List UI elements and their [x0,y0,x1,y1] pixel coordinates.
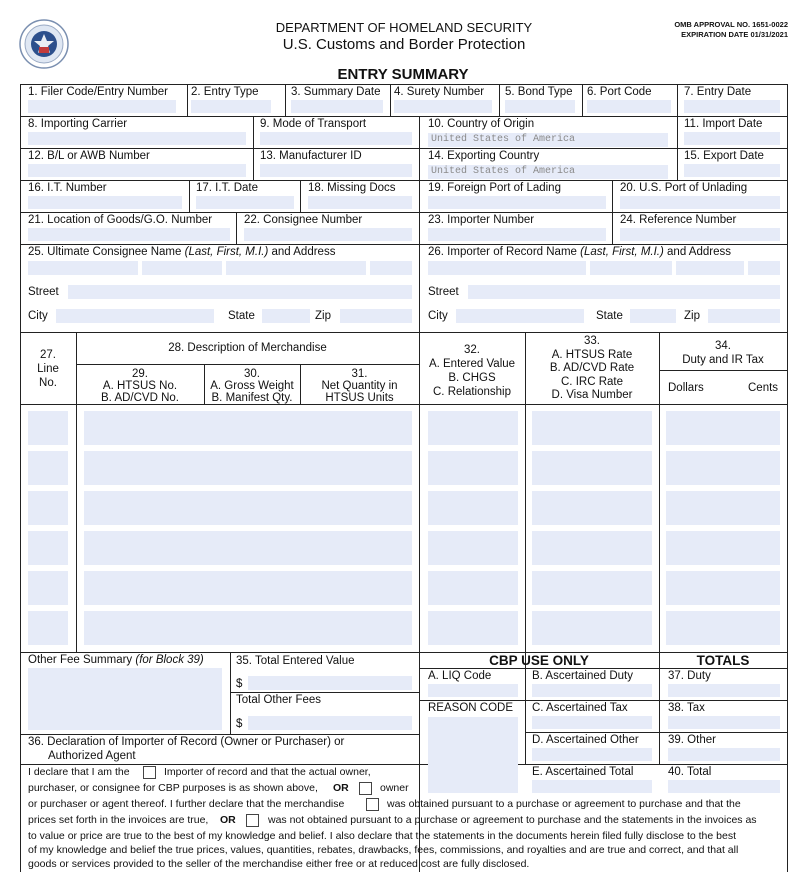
import-date-input[interactable] [684,132,780,145]
missing-docs-label: 18. Missing Docs [308,182,396,194]
bl-awb-input[interactable] [28,164,246,177]
consignee-zip-input[interactable] [340,309,412,323]
owner-checkbox[interactable] [359,782,372,795]
importer-zip-input[interactable] [708,309,780,323]
obtained-purchase-checkbox[interactable] [366,798,379,811]
line-no-input[interactable] [28,571,68,605]
col-28-header: 28. Description of Merchandise [168,342,327,354]
importer-of-record-label: 26. Importer of Record Name (Last, First, M.I.) and Address [428,246,731,258]
location-goods-input[interactable] [28,228,230,241]
port-code-label: 6. Port Code [587,86,652,98]
consignee-street-label: Street [28,286,59,298]
dollar-sign: $ [236,678,243,690]
liq-code-label: A. LIQ Code [428,670,492,682]
it-number-label: 16. I.T. Number [28,182,107,194]
declaration-line: Importer of record and that the actual owner, [164,766,371,778]
export-date-input[interactable] [684,164,780,177]
entered-value-input[interactable] [428,611,518,645]
entry-type-label: 2. Entry Type [191,86,259,98]
location-goods-label: 21. Location of Goods/G.O. Number [28,214,213,226]
consignee-extra-input[interactable] [370,261,412,275]
grand-total-label: 40. Total [668,766,712,778]
entered-value-input[interactable] [428,491,518,525]
importer-of-record-checkbox[interactable] [143,766,156,779]
duty-tax-input[interactable] [666,451,780,485]
ascertained-total-input[interactable] [532,780,652,793]
entry-type-input[interactable] [191,100,271,113]
summary-date-input[interactable] [291,100,383,113]
duty-tax-input[interactable] [666,571,780,605]
htsus-rate-input[interactable] [532,571,652,605]
col-29-header: 29. A. HTSUS No. B. AD/CVD No. [101,368,179,404]
importer-city-label: City [428,310,448,322]
it-date-input[interactable] [196,196,294,209]
filer-code-input[interactable] [28,100,176,113]
manufacturer-id-input[interactable] [260,164,412,177]
export-date-label: 15. Export Date [684,150,764,162]
agency-name: U.S. Customs and Border Protection [282,36,526,53]
description-input[interactable] [84,451,412,485]
duty-tax-input[interactable] [666,411,780,445]
or-label: OR [220,814,236,826]
declaration-line: prices set forth in the invoices are true, [28,814,209,826]
ultimate-consignee-label: 25. Ultimate Consignee Name (Last, First, M.I.) and Address [28,246,336,258]
consignee-city-label: City [28,310,48,322]
department-name: DEPARTMENT OF HOMELAND SECURITY [275,20,533,35]
importer-extra-input[interactable] [748,261,780,275]
mode-of-transport-label: 9. Mode of Transport [260,118,367,130]
cbp-use-only-heading: CBP USE ONLY [489,653,589,668]
foreign-port-input[interactable] [428,196,606,209]
htsus-rate-input[interactable] [532,611,652,645]
not-obtained-purchase-checkbox[interactable] [246,814,259,827]
description-input[interactable] [84,531,412,565]
reason-code-label: REASON CODE [428,702,513,714]
htsus-rate-input[interactable] [532,491,652,525]
description-input[interactable] [84,611,412,645]
entered-value-input[interactable] [428,411,518,445]
line-no-input[interactable] [28,411,68,445]
other-fee-summary-label: Other Fee Summary (for Block 39) [28,654,204,666]
us-port-input[interactable] [620,196,780,209]
importer-number-label: 23. Importer Number [428,214,535,226]
duty-tax-input[interactable] [666,611,780,645]
reference-number-input[interactable] [620,228,780,241]
ascertained-tax-label: C. Ascertained Tax [532,702,628,714]
col-31-header: 31. Net Quantity in HTSUS Units [321,368,398,404]
consignee-number-input[interactable] [244,228,412,241]
entry-date-label: 7. Entry Date [684,86,752,98]
description-input[interactable] [84,491,412,525]
ascertained-other-input[interactable] [532,748,652,761]
country-of-origin-input[interactable]: United States of America [428,133,668,147]
duty-total-input[interactable] [668,684,780,697]
importer-last-name-input[interactable] [428,261,586,275]
grand-total-input[interactable] [668,780,780,793]
import-date-label: 11. Import Date [684,118,763,130]
htsus-rate-input[interactable] [532,531,652,565]
col-30-header: 30. A. Gross Weight B. Manifest Qty. [210,368,294,404]
importer-zip-label: Zip [684,310,700,322]
omb-info [674,20,788,40]
importing-carrier-input[interactable] [28,132,246,145]
importer-state-input[interactable] [630,309,676,323]
consignee-mi-input[interactable] [226,261,366,275]
htsus-rate-input[interactable] [532,411,652,445]
importer-street-input[interactable] [468,285,780,299]
importer-mi-input[interactable] [676,261,744,275]
declaration-line: goods or services provided to the seller of the merchandise either free or at reduced cost are fully disclosed. [28,858,530,870]
duty-tax-input[interactable] [666,531,780,565]
ascertained-tax-input[interactable] [532,716,652,729]
surety-number-label: 4. Surety Number [394,86,485,98]
declaration-line: to value or price are true to the best of my knowledge and belief. I also declare that the statements in the documents herein filed fully disclose to the best [28,830,736,842]
bond-type-label: 5. Bond Type [505,86,573,98]
country-of-origin-label: 10. Country of Origin [428,118,535,130]
manufacturer-id-label: 13. Manufacturer ID [260,150,362,162]
line-no-input[interactable] [28,451,68,485]
mode-of-transport-input[interactable] [260,132,412,145]
total-other-fees-label: Total Other Fees [236,694,322,706]
duty-tax-input[interactable] [666,491,780,525]
or-label: OR [333,782,349,794]
reason-code-input[interactable] [428,717,518,793]
reference-number-label: 24. Reference Number [620,214,737,226]
consignee-last-name-input[interactable] [28,261,138,275]
importer-first-name-input[interactable] [590,261,672,275]
ascertained-total-label: E. Ascertained Total [532,766,634,778]
declaration-line: I declare that I am the [28,766,130,778]
summary-date-label: 3. Summary Date [291,86,381,98]
description-input[interactable] [84,411,412,445]
other-total-label: 39. Other [668,734,716,746]
tax-total-input[interactable] [668,716,780,729]
ascertained-duty-label: B. Ascertained Duty [532,670,633,682]
cents-label: Cents [748,382,779,394]
consignee-zip-label: Zip [315,310,331,322]
port-code-input[interactable] [587,100,671,113]
line-no-input[interactable] [28,611,68,645]
form-title: ENTRY SUMMARY [337,66,469,83]
declaration-line: owner [380,782,409,794]
consignee-state-label: State [228,310,255,322]
duty-total-label: 37. Duty [668,670,711,682]
bl-awb-label: 12. B/L or AWB Number [28,150,150,162]
importer-number-input[interactable] [428,228,606,241]
ascertained-duty-input[interactable] [532,684,652,697]
totals-heading: TOTALS [696,653,750,668]
dollar-sign: $ [236,718,243,730]
description-input[interactable] [84,571,412,605]
consignee-number-label: 22. Consignee Number [244,214,363,226]
expiration-date: EXPIRATION DATE 01/31/2021 [681,30,788,39]
col-33-header: 33. A. HTSUS Rate B. AD/CVD Rate C. IRC Rate D. Visa Number [549,335,635,401]
it-number-input[interactable] [28,196,182,209]
col-27-header: 27. Line No. [37,349,59,389]
ascertained-other-label: D. Ascertained Other [532,734,639,746]
col-34-header: 34. Duty and IR Tax [682,340,764,366]
htsus-rate-input[interactable] [532,451,652,485]
omb-approval: OMB APPROVAL NO. 1651-0022 [674,20,788,29]
total-entered-value-input[interactable] [248,676,412,690]
declaration-line: was obtained pursuant to a purchase or agreement to purchase and that the [387,798,741,810]
liq-code-input[interactable] [428,684,518,697]
consignee-first-name-input[interactable] [142,261,222,275]
declaration-heading: 36. Declaration of Importer of Record (Owner or Purchaser) or [28,736,345,748]
missing-docs-input[interactable] [308,196,412,209]
consignee-city-input[interactable] [56,309,214,323]
total-other-fees-input[interactable] [248,716,412,730]
entry-date-input[interactable] [684,100,780,113]
entered-value-input[interactable] [428,451,518,485]
importer-city-input[interactable] [456,309,584,323]
importing-carrier-label: 8. Importing Carrier [28,118,128,130]
declaration-line: of my knowledge and belief the true prices, values, quantities, rebates, drawbacks, fees, commissions, and royalties and are true and correct, and that all [28,844,739,856]
surety-number-input[interactable] [394,100,492,113]
tax-total-label: 38. Tax [668,702,705,714]
other-total-input[interactable] [668,748,780,761]
total-entered-value-label: 35. Total Entered Value [236,655,355,667]
consignee-street-input[interactable] [68,285,412,299]
declaration-line: was not obtained pursuant to a purchase or agreement to purchase and the statements in the invoices as [268,814,757,826]
exporting-country-input[interactable]: United States of America [428,165,668,179]
dollars-label: Dollars [668,382,704,394]
it-date-label: 17. I.T. Date [196,182,259,194]
bond-type-input[interactable] [505,100,575,113]
importer-state-label: State [596,310,623,322]
other-fee-summary-input[interactable] [28,668,222,730]
entered-value-input[interactable] [428,571,518,605]
line-no-input[interactable] [28,531,68,565]
declaration-line: purchaser, or consignee for CBP purposes is as shown above, [28,782,318,794]
us-port-label: 20. U.S. Port of Unlading [620,182,748,194]
dhs-seal-icon [19,19,69,69]
declaration-heading-line2: Authorized Agent [48,750,136,762]
foreign-port-label: 19. Foreign Port of Lading [428,182,561,194]
declaration-line: or purchaser or agent thereof. I further declare that the merchandise [28,798,345,810]
consignee-state-input[interactable] [262,309,310,323]
col-32-header: 32. A. Entered Value B. CHGS C. Relationship [428,344,516,398]
exporting-country-label: 14. Exporting Country [428,150,540,162]
line-no-input[interactable] [28,491,68,525]
filer-code-label: 1. Filer Code/Entry Number [28,86,168,98]
entered-value-input[interactable] [428,531,518,565]
importer-street-label: Street [428,286,459,298]
